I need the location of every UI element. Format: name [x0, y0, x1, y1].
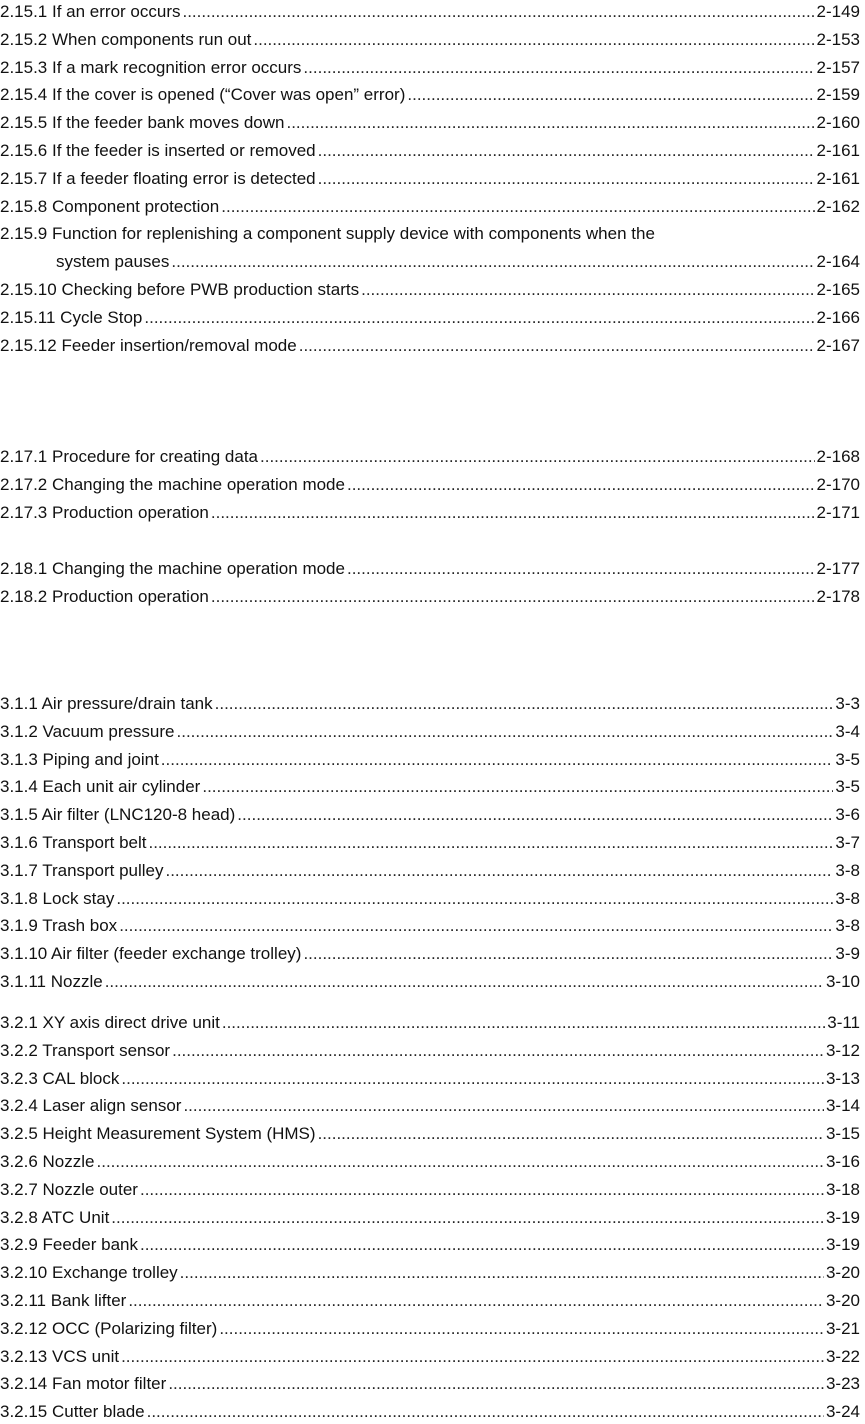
- toc-title: 3.1.8 Lock stay: [0, 888, 115, 908]
- dot-leader: [237, 803, 833, 827]
- toc-entry-3-2-9[interactable]: [0, 1233, 860, 1257]
- toc-entry-2-15-5[interactable]: [0, 111, 860, 135]
- toc-entry-3-2-6[interactable]: [0, 1150, 860, 1174]
- dot-leader: [119, 914, 833, 938]
- toc-page-number: 3-15: [825, 1124, 860, 1144]
- toc-entry-3-2-7[interactable]: [0, 1178, 860, 1202]
- toc-entry-2-15-9a[interactable]: [0, 222, 655, 246]
- toc-title: 2.15.5 If the feeder bank moves down: [0, 113, 285, 133]
- toc-title: 2.17.2 Changing the machine operation mode: [0, 475, 345, 494]
- toc-entry-3-1-5[interactable]: [0, 803, 860, 827]
- toc-page-number: 2-149: [816, 2, 860, 21]
- toc-title: 2.15.1 If an error occurs: [0, 2, 181, 21]
- dot-leader: [303, 56, 814, 80]
- toc-entry-3-1-2[interactable]: [0, 720, 860, 744]
- dot-leader: [172, 1039, 824, 1063]
- toc-entry-2-15-2[interactable]: [0, 28, 860, 52]
- dot-leader: [202, 775, 833, 799]
- toc-entry-2-18-1[interactable]: [0, 557, 860, 581]
- toc-title: 3.2.1 XY axis direct drive unit: [0, 1013, 220, 1032]
- dot-leader: [221, 195, 814, 219]
- toc-page-number: 2-165: [816, 280, 860, 299]
- toc-title: 3.2.12 OCC (Polarizing filter): [0, 1318, 218, 1338]
- dot-leader: [161, 748, 834, 772]
- toc-title: 2.18.1 Changing the machine operation mode: [0, 559, 345, 578]
- toc-title: 3.2.11 Bank lifter: [0, 1291, 127, 1310]
- toc-page-number: 3-18: [825, 1179, 860, 1199]
- dot-leader: [347, 557, 815, 581]
- dot-leader: [177, 720, 834, 744]
- dot-leader: [183, 1094, 824, 1118]
- toc-entry-2-17-3[interactable]: [0, 501, 860, 525]
- toc-page-number: 3-5: [835, 749, 860, 769]
- toc-page-number: 3-24: [825, 1402, 860, 1422]
- dot-leader: [182, 0, 814, 24]
- toc-title: 3.2.14 Fan motor filter: [0, 1374, 167, 1394]
- toc-title: 3.2.10 Exchange trolley: [0, 1263, 178, 1283]
- toc-page-number: 3-4: [835, 721, 860, 741]
- dot-leader: [211, 501, 815, 525]
- toc-page-number: 2-167: [816, 335, 860, 355]
- toc-page-number: 2-159: [816, 85, 860, 105]
- toc-entry-3-1-4[interactable]: [0, 775, 860, 799]
- toc-page-number: 2-177: [816, 559, 860, 578]
- toc-title: 3.1.4 Each unit air cylinder: [0, 777, 201, 797]
- toc-title: 2.18.2 Production operation: [0, 587, 209, 606]
- dot-leader: [407, 83, 814, 107]
- toc-entry-2-18-2[interactable]: [0, 585, 860, 609]
- toc-page-number: 3-10: [825, 972, 860, 991]
- toc-page-number: 3-12: [825, 1040, 860, 1060]
- toc-page-number: 3-16: [825, 1152, 860, 1171]
- toc-entry-3-2-12[interactable]: [0, 1317, 860, 1341]
- toc-page-number: 3-8: [835, 916, 860, 936]
- dot-leader: [318, 1122, 824, 1146]
- dot-leader: [144, 306, 814, 330]
- toc-entry-2-15-3[interactable]: [0, 56, 860, 80]
- toc-title: 2.17.1 Procedure for creating data: [0, 447, 258, 466]
- toc-entry-3-1-7[interactable]: [0, 859, 860, 883]
- toc-entry-2-15-11[interactable]: [0, 306, 860, 330]
- toc-page-number: 3-7: [835, 833, 860, 852]
- dot-leader: [148, 831, 833, 855]
- dot-leader: [97, 1150, 824, 1174]
- toc-page-number: 3-19: [825, 1235, 860, 1255]
- dot-leader: [253, 28, 814, 52]
- toc-title: 3.2.9 Feeder bank: [0, 1235, 138, 1255]
- toc-entry-2-15-1[interactable]: [0, 0, 860, 24]
- dot-leader: [211, 585, 815, 609]
- toc-page-number: 3-9: [835, 944, 860, 964]
- toc-entry-2-17-1[interactable]: [0, 445, 860, 469]
- dot-leader: [105, 970, 824, 994]
- dot-leader: [128, 1289, 824, 1313]
- dot-leader: [299, 334, 815, 358]
- toc-page-number: 3-20: [825, 1291, 860, 1310]
- toc-entry-3-1-9[interactable]: [0, 914, 860, 938]
- toc-entry-3-2-8[interactable]: [0, 1206, 860, 1230]
- toc-page-number: 2-164: [816, 252, 860, 272]
- toc-page-number: 2-166: [816, 307, 860, 327]
- dot-leader: [180, 1261, 824, 1285]
- toc-entry-3-2-4[interactable]: [0, 1094, 860, 1118]
- toc-entry-3-1-3[interactable]: [0, 748, 860, 772]
- toc-title: 2.15.7 If a feeder floating error is detected: [0, 168, 316, 188]
- toc-title: 2.15.11 Cycle Stop: [0, 307, 143, 327]
- dot-leader: [121, 1345, 824, 1369]
- dot-leader: [116, 887, 833, 911]
- toc-page-number: 2-170: [816, 475, 860, 494]
- toc-entry-3-1-1[interactable]: [0, 692, 860, 716]
- toc-title: 2.15.2 When components run out: [0, 29, 252, 49]
- toc-entry-3-2-15[interactable]: [0, 1400, 860, 1424]
- toc-entry-3-2-1[interactable]: [0, 1011, 860, 1035]
- toc-title: 2.15.8 Component protection: [0, 196, 220, 216]
- toc-page-number: 3-6: [835, 805, 860, 825]
- toc-entry-3-2-11[interactable]: [0, 1289, 860, 1313]
- toc-page-number: 3-20: [825, 1263, 860, 1283]
- dot-leader: [303, 942, 833, 966]
- dot-leader: [168, 1372, 824, 1396]
- toc-title: 3.2.7 Nozzle outer: [0, 1179, 138, 1199]
- toc-title: 3.1.6 Transport belt: [0, 833, 147, 852]
- dot-leader: [121, 1067, 824, 1091]
- toc-entry-3-1-8[interactable]: [0, 887, 860, 911]
- dot-leader: [318, 139, 815, 163]
- dot-leader: [147, 1400, 824, 1424]
- toc-page-number: 3-19: [825, 1207, 860, 1227]
- toc-entry-2-15-12[interactable]: [0, 334, 860, 358]
- toc-title: 3.2.4 Laser align sensor: [0, 1096, 182, 1116]
- toc-page-number: 2-153: [816, 29, 860, 49]
- toc-entry-2-15-9b[interactable]: [56, 250, 860, 274]
- toc-title: 3.2.3 CAL block: [0, 1068, 120, 1088]
- dot-leader: [260, 445, 815, 469]
- toc-title: 3.1.5 Air filter (LNC120-8 head): [0, 805, 236, 825]
- toc-entry-3-2-2[interactable]: [0, 1039, 860, 1063]
- toc-page-number: 2-162: [816, 196, 860, 216]
- toc-page-number: 3-3: [835, 694, 860, 713]
- toc-page-number: 2-160: [816, 113, 860, 133]
- toc-entry-3-2-10[interactable]: [0, 1261, 860, 1285]
- toc-page-number: 2-157: [816, 57, 860, 77]
- toc-entry-2-15-10[interactable]: [0, 278, 860, 302]
- toc-title: 3.2.5 Height Measurement System (HMS): [0, 1124, 316, 1144]
- toc-entry-3-2-13[interactable]: [0, 1345, 860, 1369]
- toc-title: 3.2.2 Transport sensor: [0, 1040, 171, 1060]
- toc-page-number: 3-14: [825, 1096, 860, 1116]
- toc-page-number: 3-13: [825, 1068, 860, 1088]
- dot-leader: [361, 278, 814, 302]
- dot-leader: [222, 1011, 825, 1035]
- toc-title: 3.1.9 Trash box: [0, 916, 118, 936]
- toc-title: 3.1.10 Air filter (feeder exchange trolley): [0, 944, 302, 964]
- dot-leader: [171, 250, 814, 274]
- toc-page-number: 3-8: [835, 888, 860, 908]
- toc-title: 2.15.4 If the cover is opened (“Cover was open” error): [0, 85, 406, 105]
- toc-title: 3.2.8 ATC Unit: [0, 1207, 110, 1227]
- dot-leader: [111, 1206, 824, 1230]
- toc-entry-2-15-6[interactable]: [0, 139, 860, 163]
- toc-page-number: 2-168: [816, 447, 860, 466]
- dot-leader: [318, 167, 815, 191]
- toc-title: 2.15.9 Function for replenishing a component supply device with components when the: [0, 224, 655, 244]
- dot-leader: [215, 692, 834, 716]
- toc-page-number: 3-11: [827, 1013, 860, 1032]
- toc-page-number: 2-171: [816, 503, 860, 522]
- toc-page-number: 3-23: [825, 1374, 860, 1394]
- toc-entry-3-1-11[interactable]: [0, 970, 860, 994]
- toc-title: 2.15.12 Feeder insertion/removal mode: [0, 335, 297, 355]
- toc-entry-2-17-2[interactable]: [0, 473, 860, 497]
- toc-title: 3.1.1 Air pressure/drain tank: [0, 694, 213, 713]
- dot-leader: [165, 859, 833, 883]
- toc-page-number: 2-161: [816, 168, 860, 188]
- dot-leader: [140, 1233, 824, 1257]
- toc-entry-3-2-5[interactable]: [0, 1122, 860, 1146]
- toc-title: 3.1.7 Transport pulley: [0, 860, 164, 880]
- toc-page-number: 2-161: [816, 141, 860, 160]
- toc-title: 2.15.6 If the feeder is inserted or removed: [0, 141, 316, 160]
- toc-title: 3.1.3 Piping and joint: [0, 749, 159, 769]
- toc-entry-3-2-14[interactable]: [0, 1372, 860, 1396]
- toc-title: 3.2.15 Cutter blade: [0, 1402, 145, 1422]
- toc-page-number: 3-5: [835, 777, 860, 797]
- toc-title: 2.15.10 Checking before PWB production starts: [0, 280, 360, 299]
- dot-leader: [347, 473, 815, 497]
- toc-page-number: 3-21: [825, 1318, 860, 1338]
- toc-page-number: 3-22: [825, 1346, 860, 1366]
- dot-leader: [286, 111, 814, 135]
- toc-entry-2-15-7[interactable]: [0, 167, 860, 191]
- toc-page-number: 2-178: [816, 587, 860, 606]
- toc-title: 3.2.13 VCS unit: [0, 1346, 120, 1366]
- toc-title: system pauses: [56, 252, 170, 272]
- dot-leader: [140, 1178, 824, 1202]
- toc-title: 3.2.6 Nozzle: [0, 1152, 95, 1171]
- dot-leader: [219, 1317, 824, 1341]
- toc-entry-2-15-8[interactable]: [0, 195, 860, 219]
- toc-entry-3-1-10[interactable]: [0, 942, 860, 966]
- toc-title: 3.1.2 Vacuum pressure: [0, 721, 175, 741]
- toc-title: 2.15.3 If a mark recognition error occurs: [0, 57, 302, 77]
- toc-entry-3-1-6[interactable]: [0, 831, 860, 855]
- toc-title: 2.17.3 Production operation: [0, 503, 209, 522]
- toc-title: 3.1.11 Nozzle: [0, 972, 103, 991]
- toc-entry-3-2-3[interactable]: [0, 1067, 860, 1091]
- toc-entry-2-15-4[interactable]: [0, 83, 860, 107]
- toc-page-number: 3-8: [835, 860, 860, 880]
